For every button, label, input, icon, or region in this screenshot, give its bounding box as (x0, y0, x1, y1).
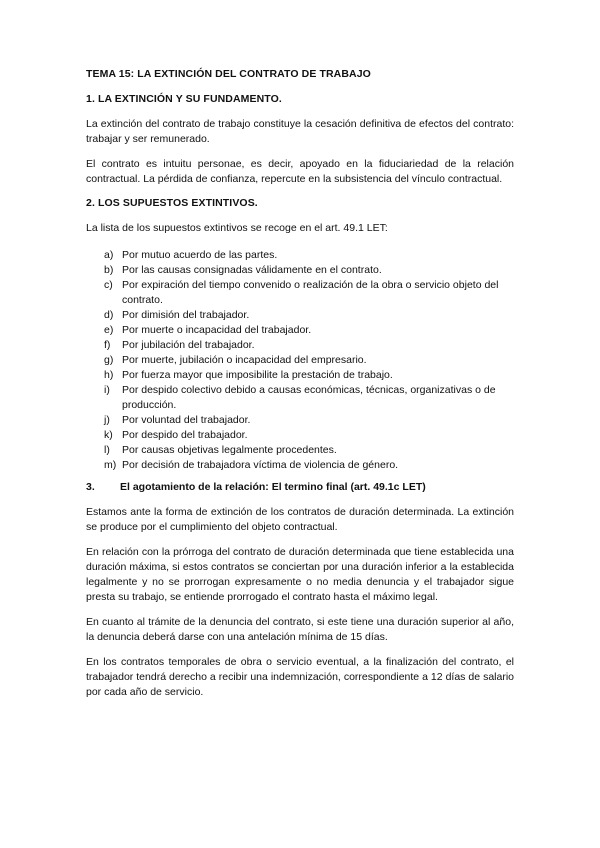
list-item: b) Por las causas consignadas válidamente en el contrato. (104, 264, 382, 276)
list-item: j) Por voluntad del trabajador. (104, 414, 251, 426)
section-2-heading: 2. LOS SUPUESTOS EXTINTIVOS. (86, 197, 258, 209)
list-item: i) Por despido colectivo debido a causas económicas, técnicas, organizativas o de producción. (104, 384, 496, 411)
section-1-paragraph-1: La extinción del contrato de trabajo constituye la cesación definitiva de efectos del contrato: trabajar y ser remunerado. (86, 118, 514, 145)
section-3-paragraph-4: En los contratos temporales de obra o servicio eventual, a la finalización del contrato, el trabajador tendrá derecho a recibir una indemnización, correspondiente a 12 días de salario por cada año de servicio. (86, 656, 514, 698)
section-1-paragraph-2: El contrato es intuitu personae, es decir, apoyado en la fiduciariedad de la relación contractual. La pérdida de confianza, repercute en la subsistencia del vínculo contractual. (86, 158, 514, 185)
section-3-number: 3. (86, 481, 95, 493)
list-item: d) Por dimisión del trabajador. (104, 309, 250, 321)
section-2-intro: La lista de los supuestos extintivos se recoge en el art. 49.1 LET: (86, 222, 388, 234)
list-item: e) Por muerte o incapacidad del trabajador. (104, 324, 312, 336)
section-3-paragraph-2: En relación con la prórroga del contrato de duración determinada que tiene establecida una duración máxima, si estos contratos se conciertan por una duración inferior a la establecida legalmente y no se prorrogan expresamente o no media denuncia y el trabajador sigue presta su trabajo, se entiende prorrogado el contrato hasta el máximo legal. (86, 546, 514, 603)
section-3-heading (86, 481, 514, 493)
section-3-heading-text: El agotamiento de la relación: El termino final (art. 49.1c LET) (120, 481, 426, 493)
list-item: a) Por mutuo acuerdo de las partes. (104, 249, 278, 261)
list-item: m) Por decisión de trabajadora víctima de violencia de género. (104, 459, 399, 471)
section-1-heading: 1. LA EXTINCIÓN Y SU FUNDAMENTO. (86, 93, 282, 105)
list-item: h) Por fuerza mayor que imposibilite la prestación de trabajo. (104, 369, 393, 381)
section-3-paragraph-1: Estamos ante la forma de extinción de los contratos de duración determinada. La extinción se produce por el cumplimiento del objeto contractual. (86, 506, 514, 533)
list-item: l) Por causas objetivas legalmente procedentes. (104, 444, 337, 456)
list-item: c) Por expiración del tiempo convenido o realización de la obra o servicio objeto del contrato. (104, 279, 499, 306)
list-item: k) Por despido del trabajador. (104, 429, 248, 441)
section-3-paragraph-3: En cuanto al trámite de la denuncia del contrato, si este tiene una duración superior al año, la denuncia deberá darse con una antelación mínima de 15 días. (86, 616, 514, 643)
document-title: TEMA 15: LA EXTINCIÓN DEL CONTRATO DE TRABAJO (86, 68, 371, 80)
supuestos-list (86, 248, 514, 473)
list-item: g) Por muerte, jubilación o incapacidad del empresario. (104, 354, 367, 366)
list-item: f) Por jubilación del trabajador. (104, 339, 255, 351)
